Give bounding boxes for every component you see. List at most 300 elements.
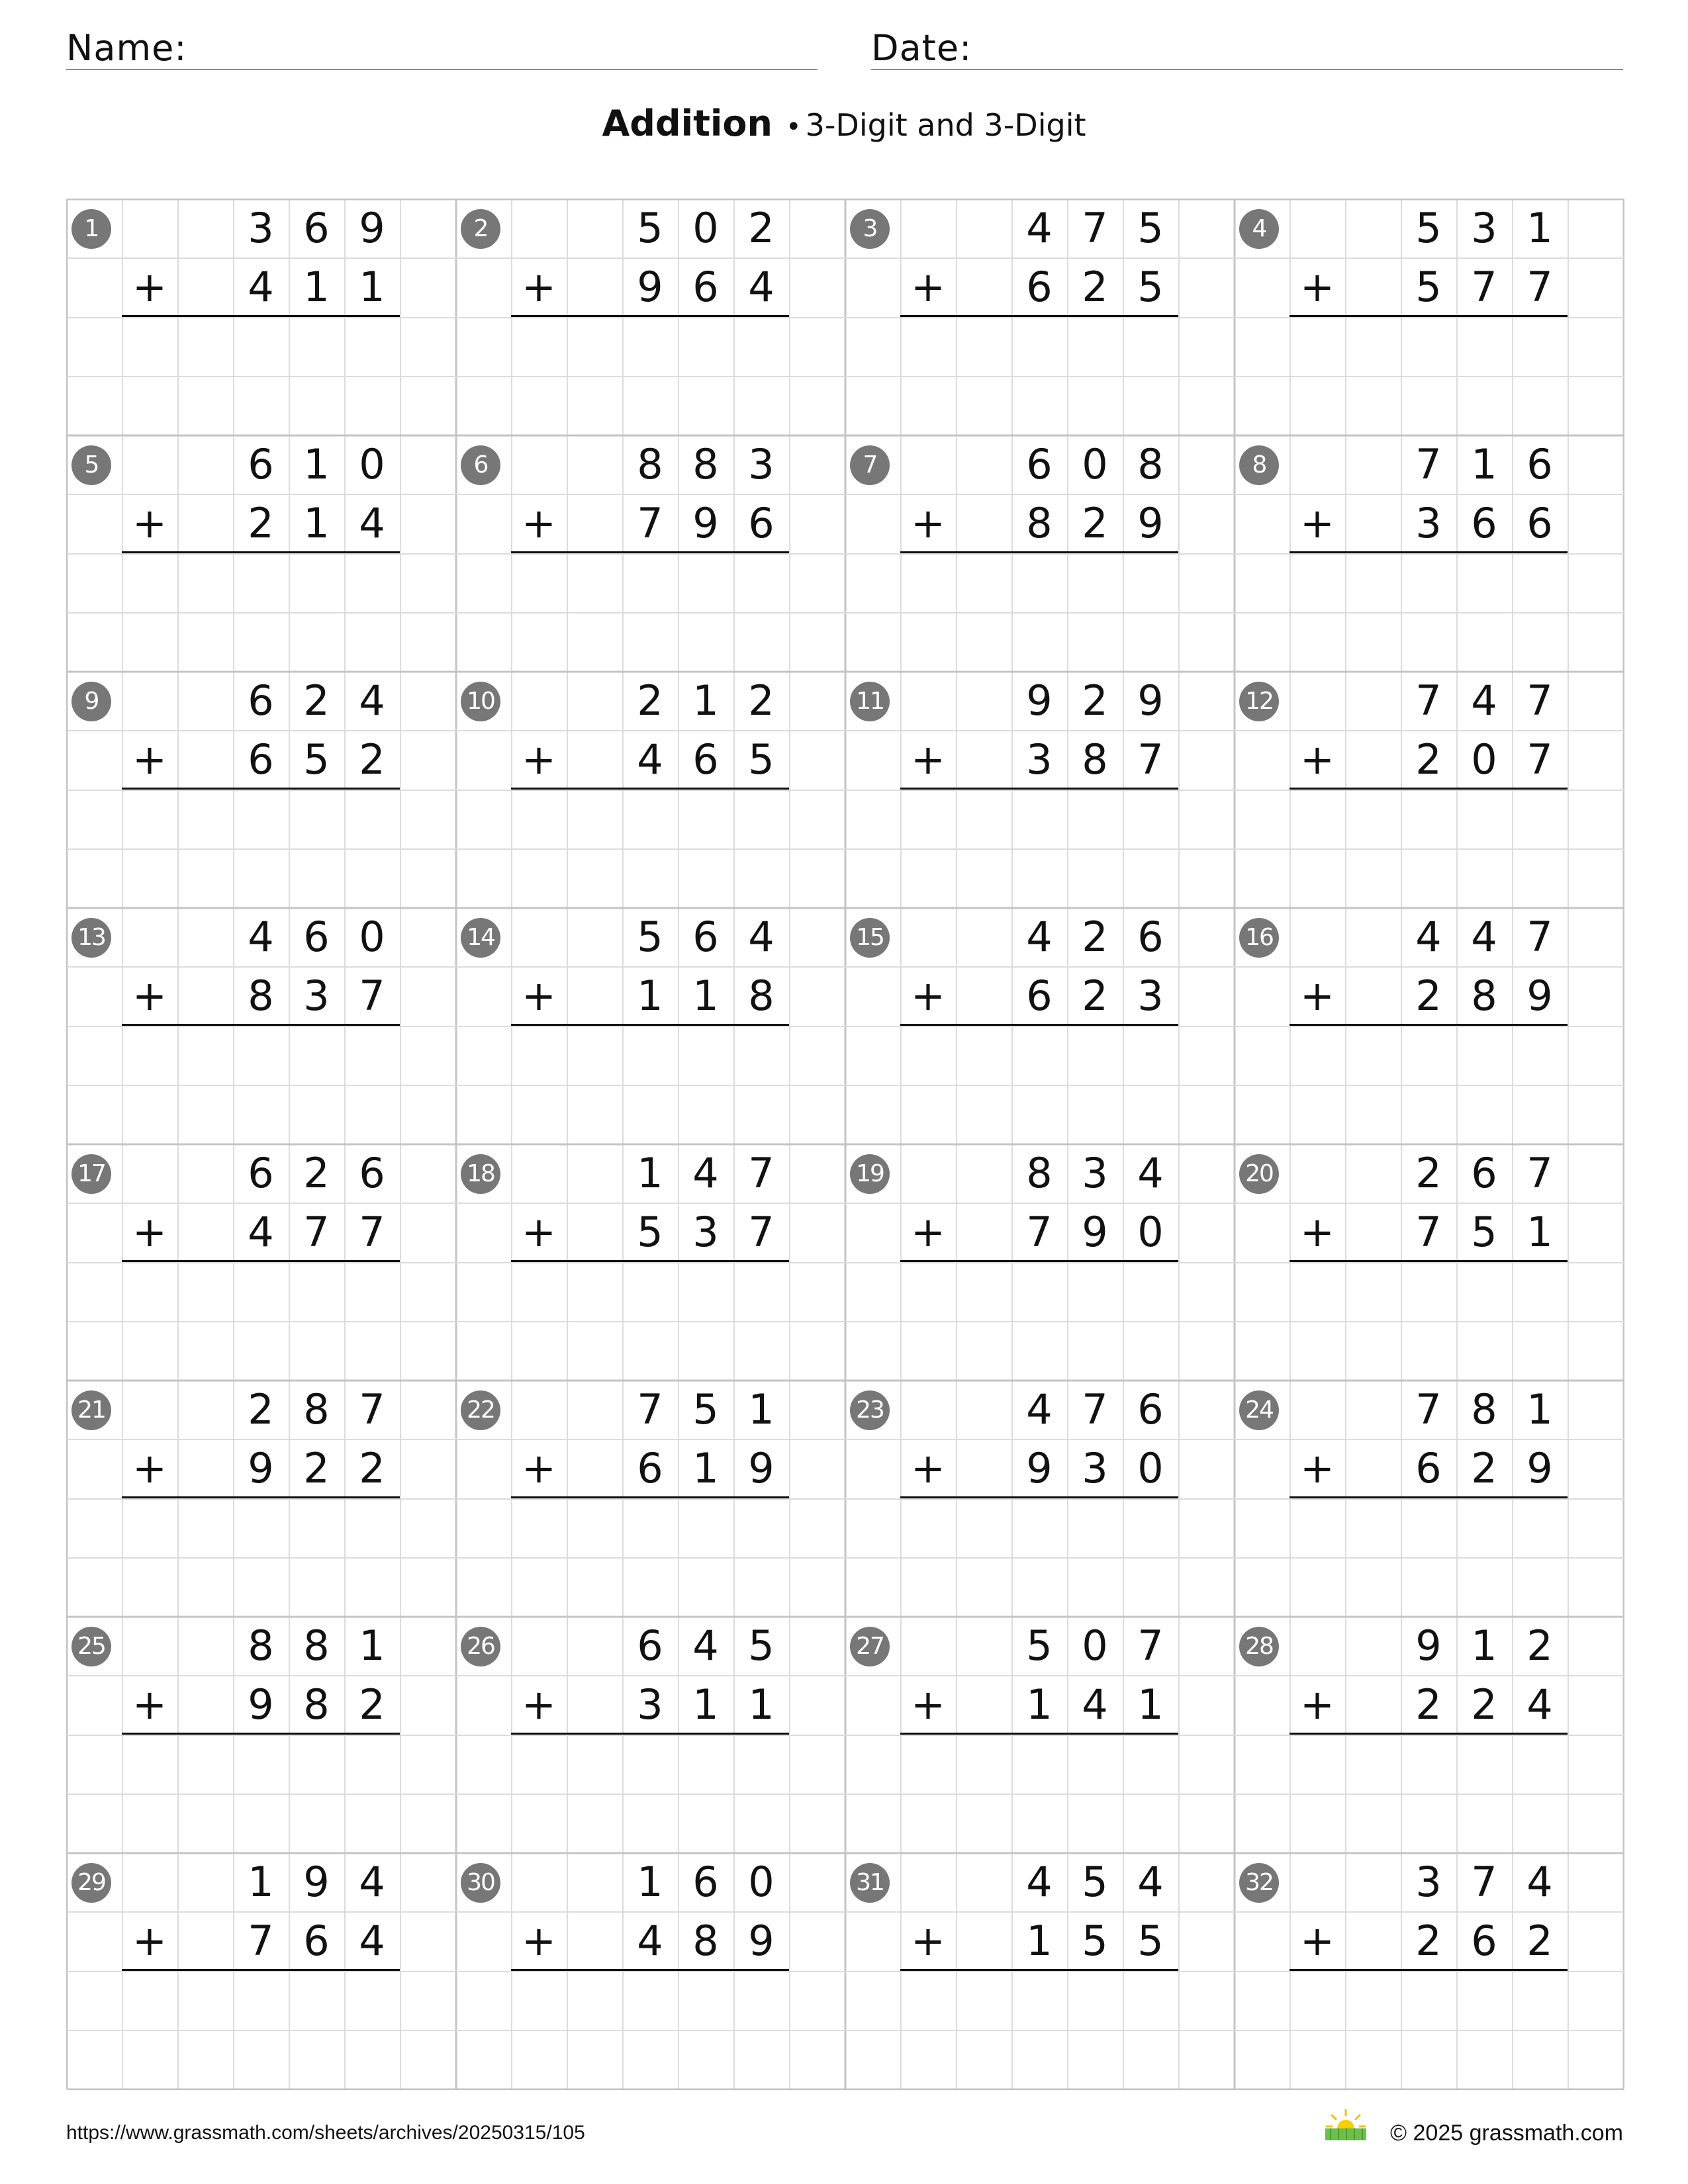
problem-number-badge: 18 bbox=[461, 1154, 500, 1194]
plus-sign: + bbox=[132, 1680, 167, 1729]
bottom-addend-digit: 3 bbox=[1082, 1444, 1108, 1493]
problem bbox=[455, 1380, 845, 1616]
bottom-addend-digit: 1 bbox=[359, 263, 385, 312]
top-addend-digit: 4 bbox=[359, 676, 385, 725]
bottom-addend-digit: 4 bbox=[248, 1208, 274, 1257]
bottom-addend-digit: 7 bbox=[303, 1208, 330, 1257]
answer-line bbox=[511, 1496, 789, 1498]
problem-number-badge: 15 bbox=[850, 918, 890, 958]
bottom-addend-digit: 7 bbox=[359, 1208, 385, 1257]
top-addend-digit: 4 bbox=[1526, 1858, 1553, 1906]
bottom-addend-digit: 7 bbox=[637, 499, 663, 548]
plus-sign: + bbox=[1300, 972, 1335, 1020]
top-addend-digit: 0 bbox=[692, 204, 719, 252]
answer-line bbox=[1289, 551, 1568, 553]
answer-line bbox=[511, 788, 789, 790]
problem-number-badge: 19 bbox=[850, 1154, 890, 1194]
answer-line bbox=[122, 1733, 400, 1735]
problem-number-badge: 26 bbox=[461, 1627, 500, 1666]
answer-line bbox=[900, 1733, 1178, 1735]
top-addend-digit: 2 bbox=[1082, 676, 1108, 725]
bottom-addend-digit: 4 bbox=[359, 499, 385, 548]
bottom-addend-digit: 6 bbox=[637, 1444, 663, 1493]
top-addend-digit: 5 bbox=[1026, 1621, 1053, 1670]
top-addend-digit: 5 bbox=[1082, 1858, 1108, 1906]
bottom-addend-digit: 2 bbox=[359, 1680, 385, 1729]
problem-number-badge: 11 bbox=[850, 682, 890, 721]
bottom-addend-digit: 2 bbox=[1415, 972, 1442, 1021]
problem bbox=[1234, 907, 1623, 1144]
plus-sign: + bbox=[1300, 1444, 1335, 1492]
answer-line bbox=[511, 551, 789, 553]
problem-number-badge: 16 bbox=[1239, 918, 1279, 958]
bottom-addend-digit: 8 bbox=[1082, 735, 1108, 784]
answer-line bbox=[122, 1024, 400, 1026]
bottom-addend-digit: 4 bbox=[248, 263, 274, 312]
problem-number-badge: 22 bbox=[461, 1390, 500, 1430]
problem-number-badge: 28 bbox=[1239, 1627, 1279, 1666]
problem bbox=[66, 199, 455, 435]
problem bbox=[455, 907, 845, 1144]
name-label: Name: bbox=[66, 27, 187, 69]
bottom-addend-digit: 1 bbox=[748, 1680, 774, 1729]
problem bbox=[455, 199, 845, 435]
top-addend-digit: 6 bbox=[248, 676, 274, 725]
top-addend-digit: 0 bbox=[359, 913, 385, 961]
plus-sign: + bbox=[1300, 263, 1335, 311]
top-addend-digit: 1 bbox=[359, 1621, 385, 1670]
bottom-addend-digit: 2 bbox=[1415, 1917, 1442, 1966]
problem-number-badge: 13 bbox=[71, 918, 111, 958]
bottom-addend-digit: 9 bbox=[248, 1444, 274, 1493]
top-addend-digit: 5 bbox=[692, 1385, 719, 1433]
top-addend-digit: 6 bbox=[248, 1149, 274, 1197]
top-addend-digit: 4 bbox=[692, 1149, 719, 1197]
answer-line bbox=[900, 551, 1178, 553]
bottom-addend-digit: 6 bbox=[1026, 972, 1053, 1021]
bottom-addend-digit: 8 bbox=[1471, 972, 1497, 1021]
top-addend-digit: 0 bbox=[748, 1858, 774, 1906]
answer-line bbox=[122, 315, 400, 317]
bottom-addend-digit: 3 bbox=[692, 1208, 719, 1257]
top-addend-digit: 9 bbox=[1026, 676, 1053, 725]
problem-number-badge: 1 bbox=[71, 209, 111, 249]
top-addend-digit: 0 bbox=[1082, 440, 1108, 488]
footer-url: https://www.grassmath.com/sheets/archives/20250315/105 bbox=[66, 2122, 585, 2144]
top-addend-digit: 1 bbox=[637, 1858, 663, 1906]
problem bbox=[845, 435, 1234, 671]
bottom-addend-digit: 6 bbox=[692, 263, 719, 312]
top-addend-digit: 8 bbox=[1137, 440, 1164, 488]
bottom-addend-digit: 8 bbox=[692, 1917, 719, 1966]
answer-line bbox=[1289, 1024, 1568, 1026]
answer-line bbox=[511, 1969, 789, 1971]
problem bbox=[845, 1616, 1234, 1852]
problem bbox=[845, 1852, 1234, 2089]
plus-sign: + bbox=[911, 1680, 945, 1729]
bottom-addend-digit: 7 bbox=[1415, 1208, 1442, 1257]
bottom-addend-digit: 1 bbox=[1026, 1917, 1053, 1966]
sun-over-grass-icon bbox=[1323, 2109, 1369, 2142]
problem bbox=[1234, 1852, 1623, 2089]
bottom-addend-digit: 5 bbox=[1137, 263, 1164, 312]
title-subtitle: 3-Digit and 3-Digit bbox=[805, 107, 1086, 143]
problem-number-badge: 6 bbox=[461, 445, 500, 485]
plus-sign: + bbox=[911, 1917, 945, 1965]
answer-line bbox=[1289, 1733, 1568, 1735]
top-addend-digit: 7 bbox=[1415, 676, 1442, 725]
problem-number-badge: 27 bbox=[850, 1627, 890, 1666]
bottom-addend-digit: 2 bbox=[248, 499, 274, 548]
top-addend-digit: 3 bbox=[1082, 1149, 1108, 1197]
top-addend-digit: 4 bbox=[1137, 1858, 1164, 1906]
top-addend-digit: 7 bbox=[359, 1385, 385, 1433]
bottom-addend-digit: 9 bbox=[692, 499, 719, 548]
problem bbox=[66, 1852, 455, 2089]
top-addend-digit: 4 bbox=[1026, 1385, 1053, 1433]
bottom-addend-digit: 7 bbox=[248, 1917, 274, 1966]
answer-line bbox=[122, 1496, 400, 1498]
plus-sign: + bbox=[1300, 1208, 1335, 1256]
plus-sign: + bbox=[522, 499, 556, 547]
plus-sign: + bbox=[132, 1208, 167, 1256]
top-addend-digit: 6 bbox=[303, 204, 330, 252]
title-main: Addition bbox=[602, 103, 773, 144]
top-addend-digit: 6 bbox=[1026, 440, 1053, 488]
bottom-addend-digit: 1 bbox=[637, 972, 663, 1021]
top-addend-digit: 1 bbox=[1526, 204, 1553, 252]
plus-sign: + bbox=[911, 735, 945, 784]
plus-sign: + bbox=[132, 499, 167, 547]
top-addend-digit: 4 bbox=[1137, 1149, 1164, 1197]
bottom-addend-digit: 6 bbox=[303, 1917, 330, 1966]
answer-line bbox=[1289, 1969, 1568, 1971]
problem bbox=[845, 907, 1234, 1144]
plus-sign: + bbox=[1300, 735, 1335, 784]
plus-sign: + bbox=[132, 972, 167, 1020]
top-addend-digit: 1 bbox=[692, 676, 719, 725]
bottom-addend-digit: 3 bbox=[1137, 972, 1164, 1021]
top-addend-digit: 9 bbox=[359, 204, 385, 252]
problem bbox=[455, 1144, 845, 1380]
bottom-addend-digit: 3 bbox=[1415, 499, 1442, 548]
top-addend-digit: 6 bbox=[1137, 913, 1164, 961]
plus-sign: + bbox=[1300, 1680, 1335, 1729]
top-addend-digit: 2 bbox=[1415, 1149, 1442, 1197]
worksheet-title bbox=[0, 103, 1688, 144]
top-addend-digit: 1 bbox=[748, 1385, 774, 1433]
top-addend-digit: 2 bbox=[1082, 913, 1108, 961]
bottom-addend-digit: 2 bbox=[359, 735, 385, 784]
bottom-addend-digit: 4 bbox=[1082, 1680, 1108, 1729]
problem bbox=[66, 1144, 455, 1380]
bottom-addend-digit: 6 bbox=[1471, 499, 1497, 548]
top-addend-digit: 8 bbox=[303, 1621, 330, 1670]
problem-number-badge: 17 bbox=[71, 1154, 111, 1194]
bottom-addend-digit: 1 bbox=[692, 972, 719, 1021]
problem bbox=[66, 671, 455, 907]
date-label: Date: bbox=[871, 27, 972, 69]
bottom-addend-digit: 6 bbox=[1415, 1444, 1442, 1493]
bottom-addend-digit: 2 bbox=[1415, 1680, 1442, 1729]
problem bbox=[845, 199, 1234, 435]
plus-sign: + bbox=[1300, 1917, 1335, 1965]
bottom-addend-digit: 0 bbox=[1471, 735, 1497, 784]
bottom-addend-digit: 4 bbox=[1526, 1680, 1553, 1729]
problem-number-badge: 8 bbox=[1239, 445, 1279, 485]
top-addend-digit: 5 bbox=[637, 204, 663, 252]
problem-number-badge: 23 bbox=[850, 1390, 890, 1430]
top-addend-digit: 5 bbox=[748, 1621, 774, 1670]
top-addend-digit: 6 bbox=[692, 1858, 719, 1906]
bottom-addend-digit: 9 bbox=[748, 1444, 774, 1493]
problem bbox=[1234, 435, 1623, 671]
problem-number-badge: 10 bbox=[461, 682, 500, 721]
answer-line bbox=[900, 1024, 1178, 1026]
answer-line bbox=[900, 1969, 1178, 1971]
top-addend-digit: 1 bbox=[1471, 1621, 1497, 1670]
top-addend-digit: 7 bbox=[1415, 1385, 1442, 1433]
bottom-addend-digit: 6 bbox=[248, 735, 274, 784]
bottom-addend-digit: 8 bbox=[248, 972, 274, 1021]
bottom-addend-digit: 1 bbox=[692, 1444, 719, 1493]
top-addend-digit: 1 bbox=[1526, 1385, 1553, 1433]
bottom-addend-digit: 1 bbox=[692, 1680, 719, 1729]
bottom-addend-digit: 5 bbox=[748, 735, 774, 784]
top-addend-digit: 8 bbox=[303, 1385, 330, 1433]
top-addend-digit: 3 bbox=[1415, 1858, 1442, 1906]
problem-number-badge: 2 bbox=[461, 209, 500, 249]
top-addend-digit: 9 bbox=[1137, 676, 1164, 725]
top-addend-digit: 0 bbox=[359, 440, 385, 488]
bottom-addend-digit: 6 bbox=[692, 735, 719, 784]
answer-line bbox=[122, 1260, 400, 1262]
bottom-addend-digit: 2 bbox=[1415, 735, 1442, 784]
plus-sign: + bbox=[132, 1444, 167, 1492]
top-addend-digit: 3 bbox=[1471, 204, 1497, 252]
name-field[interactable] bbox=[66, 24, 818, 70]
bottom-addend-digit: 9 bbox=[748, 1917, 774, 1966]
plus-sign: + bbox=[522, 1444, 556, 1492]
problem bbox=[455, 1852, 845, 2089]
top-addend-digit: 7 bbox=[1526, 1149, 1553, 1197]
bottom-addend-digit: 1 bbox=[1026, 1680, 1053, 1729]
bottom-addend-digit: 7 bbox=[1471, 263, 1497, 312]
problems-area bbox=[66, 199, 1623, 2089]
problem-number-badge: 14 bbox=[461, 918, 500, 958]
problem-number-badge: 7 bbox=[850, 445, 890, 485]
bottom-addend-digit: 7 bbox=[1026, 1208, 1053, 1257]
top-addend-digit: 6 bbox=[1471, 1149, 1497, 1197]
top-addend-digit: 4 bbox=[1026, 1858, 1053, 1906]
top-addend-digit: 2 bbox=[303, 1149, 330, 1197]
problem-number-badge: 21 bbox=[71, 1390, 111, 1430]
problem bbox=[1234, 1616, 1623, 1852]
bottom-addend-digit: 1 bbox=[1137, 1680, 1164, 1729]
plus-sign: + bbox=[132, 1917, 167, 1965]
bottom-addend-digit: 8 bbox=[303, 1680, 330, 1729]
answer-line bbox=[511, 1260, 789, 1262]
top-addend-digit: 7 bbox=[637, 1385, 663, 1433]
title-separator: • bbox=[785, 112, 802, 142]
answer-line bbox=[511, 1024, 789, 1026]
bottom-addend-digit: 2 bbox=[1082, 499, 1108, 548]
bottom-addend-digit: 0 bbox=[1137, 1444, 1164, 1493]
problem-number-badge: 24 bbox=[1239, 1390, 1279, 1430]
bottom-addend-digit: 8 bbox=[748, 972, 774, 1021]
top-addend-digit: 6 bbox=[1137, 1385, 1164, 1433]
problem-number-badge: 32 bbox=[1239, 1863, 1279, 1903]
problem bbox=[455, 671, 845, 907]
top-addend-digit: 7 bbox=[1526, 676, 1553, 725]
problem bbox=[845, 671, 1234, 907]
bottom-addend-digit: 7 bbox=[1526, 263, 1553, 312]
top-addend-digit: 9 bbox=[1415, 1621, 1442, 1670]
top-addend-digit: 2 bbox=[1526, 1621, 1553, 1670]
plus-sign: + bbox=[522, 263, 556, 311]
problem bbox=[845, 1380, 1234, 1616]
answer-line bbox=[511, 1733, 789, 1735]
plus-sign: + bbox=[911, 263, 945, 311]
bottom-addend-digit: 7 bbox=[1137, 735, 1164, 784]
top-addend-digit: 1 bbox=[303, 440, 330, 488]
bottom-addend-digit: 2 bbox=[1471, 1444, 1497, 1493]
bottom-addend-digit: 5 bbox=[637, 1208, 663, 1257]
bottom-addend-digit: 5 bbox=[1082, 1917, 1108, 1966]
answer-line bbox=[511, 315, 789, 317]
bottom-addend-digit: 7 bbox=[359, 972, 385, 1021]
problem-number-badge: 29 bbox=[71, 1863, 111, 1903]
top-addend-digit: 6 bbox=[303, 913, 330, 961]
bottom-addend-digit: 6 bbox=[1526, 499, 1553, 548]
top-addend-digit: 6 bbox=[692, 913, 719, 961]
plus-sign: + bbox=[911, 1444, 945, 1492]
top-addend-digit: 7 bbox=[1415, 440, 1442, 488]
top-addend-digit: 7 bbox=[1082, 204, 1108, 252]
top-addend-digit: 7 bbox=[1526, 913, 1553, 961]
top-addend-digit: 0 bbox=[1082, 1621, 1108, 1670]
bottom-addend-digit: 5 bbox=[1471, 1208, 1497, 1257]
top-addend-digit: 4 bbox=[1026, 204, 1053, 252]
bottom-addend-digit: 2 bbox=[1082, 263, 1108, 312]
problem bbox=[66, 435, 455, 671]
top-addend-digit: 1 bbox=[248, 1858, 274, 1906]
bottom-addend-digit: 5 bbox=[1137, 1917, 1164, 1966]
top-addend-digit: 5 bbox=[1137, 204, 1164, 252]
top-addend-digit: 4 bbox=[1026, 913, 1053, 961]
problem-number-badge: 9 bbox=[71, 682, 111, 721]
top-addend-digit: 1 bbox=[1471, 440, 1497, 488]
top-addend-digit: 4 bbox=[748, 913, 774, 961]
bottom-addend-digit: 2 bbox=[1526, 1917, 1553, 1966]
plus-sign: + bbox=[522, 972, 556, 1020]
top-addend-digit: 7 bbox=[1137, 1621, 1164, 1670]
top-addend-digit: 3 bbox=[248, 204, 274, 252]
top-addend-digit: 1 bbox=[637, 1149, 663, 1197]
problem-number-badge: 12 bbox=[1239, 682, 1279, 721]
problem bbox=[66, 1616, 455, 1852]
bottom-addend-digit: 2 bbox=[303, 1444, 330, 1493]
bottom-addend-digit: 4 bbox=[637, 735, 663, 784]
top-addend-digit: 4 bbox=[1471, 913, 1497, 961]
top-addend-digit: 5 bbox=[637, 913, 663, 961]
top-addend-digit: 7 bbox=[748, 1149, 774, 1197]
problem-number-badge: 20 bbox=[1239, 1154, 1279, 1194]
bottom-addend-digit: 5 bbox=[303, 735, 330, 784]
problem bbox=[1234, 1380, 1623, 1616]
bottom-addend-digit: 7 bbox=[1526, 735, 1553, 784]
plus-sign: + bbox=[1300, 499, 1335, 547]
top-addend-digit: 7 bbox=[1082, 1385, 1108, 1433]
plus-sign: + bbox=[522, 1208, 556, 1256]
problem-number-badge: 25 bbox=[71, 1627, 111, 1666]
plus-sign: + bbox=[132, 263, 167, 311]
answer-line bbox=[1289, 788, 1568, 790]
top-addend-digit: 8 bbox=[637, 440, 663, 488]
answer-line bbox=[1289, 1496, 1568, 1498]
problem bbox=[66, 1380, 455, 1616]
date-field[interactable] bbox=[871, 24, 1623, 70]
top-addend-digit: 4 bbox=[1471, 676, 1497, 725]
answer-line bbox=[900, 788, 1178, 790]
problem bbox=[455, 435, 845, 671]
answer-line bbox=[900, 1496, 1178, 1498]
problem bbox=[1234, 1144, 1623, 1380]
top-addend-digit: 2 bbox=[303, 676, 330, 725]
bottom-addend-digit: 9 bbox=[637, 263, 663, 312]
plus-sign: + bbox=[911, 1208, 945, 1256]
answer-line bbox=[900, 315, 1178, 317]
bottom-addend-digit: 1 bbox=[303, 499, 330, 548]
top-addend-digit: 4 bbox=[1415, 913, 1442, 961]
bottom-addend-digit: 9 bbox=[1526, 1444, 1553, 1493]
problem-number-badge: 30 bbox=[461, 1863, 500, 1903]
answer-line bbox=[122, 551, 400, 553]
problem bbox=[455, 1616, 845, 1852]
bottom-addend-digit: 8 bbox=[1026, 499, 1053, 548]
top-addend-digit: 9 bbox=[303, 1858, 330, 1906]
bottom-addend-digit: 4 bbox=[637, 1917, 663, 1966]
bottom-addend-digit: 7 bbox=[748, 1208, 774, 1257]
bottom-addend-digit: 4 bbox=[359, 1917, 385, 1966]
bottom-addend-digit: 2 bbox=[359, 1444, 385, 1493]
top-addend-digit: 8 bbox=[1471, 1385, 1497, 1433]
top-addend-digit: 2 bbox=[748, 204, 774, 252]
plus-sign: + bbox=[911, 972, 945, 1020]
top-addend-digit: 8 bbox=[692, 440, 719, 488]
answer-line bbox=[122, 1969, 400, 1971]
answer-line bbox=[900, 1260, 1178, 1262]
problem bbox=[1234, 199, 1623, 435]
plus-sign: + bbox=[522, 1680, 556, 1729]
plus-sign: + bbox=[522, 1917, 556, 1965]
bottom-addend-digit: 1 bbox=[303, 263, 330, 312]
problem bbox=[845, 1144, 1234, 1380]
bottom-addend-digit: 0 bbox=[1137, 1208, 1164, 1257]
bottom-addend-digit: 6 bbox=[1026, 263, 1053, 312]
problem-number-badge: 3 bbox=[850, 209, 890, 249]
top-addend-digit: 6 bbox=[359, 1149, 385, 1197]
top-addend-digit: 4 bbox=[248, 913, 274, 961]
bottom-addend-digit: 3 bbox=[637, 1680, 663, 1729]
problem-number-badge: 5 bbox=[71, 445, 111, 485]
top-addend-digit: 8 bbox=[248, 1621, 274, 1670]
plus-sign: + bbox=[522, 735, 556, 784]
bottom-addend-digit: 2 bbox=[1471, 1680, 1497, 1729]
footer-copyright: © 2025 grassmath.com bbox=[1390, 2120, 1623, 2146]
problem-number-badge: 4 bbox=[1239, 209, 1279, 249]
bottom-addend-digit: 4 bbox=[748, 263, 774, 312]
